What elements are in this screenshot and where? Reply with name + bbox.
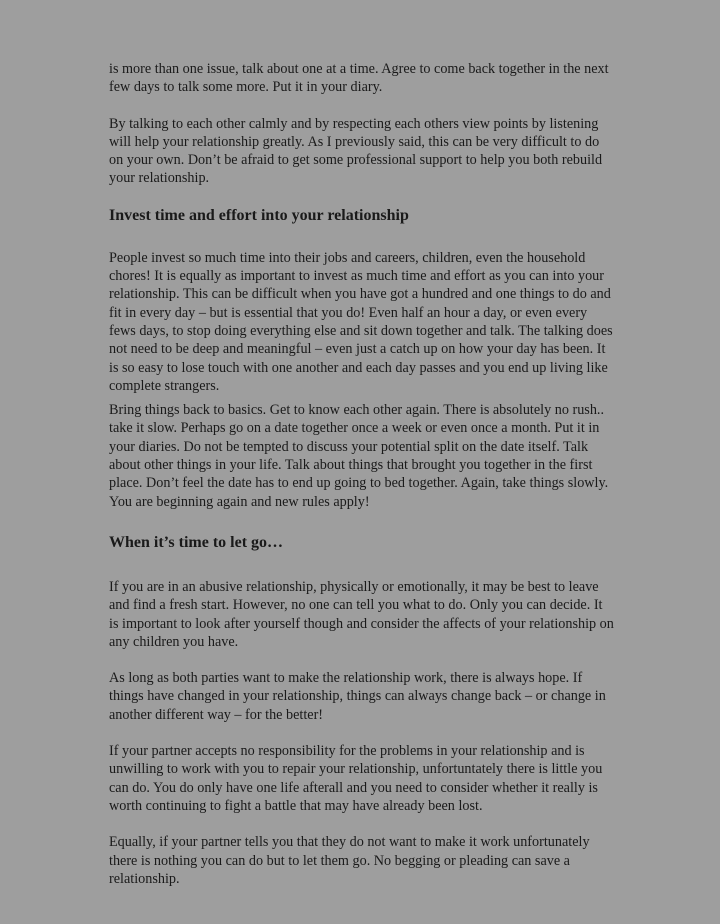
- section2-paragraph-3: If your partner accepts no responsibility for the problems in your relationship and is unwilling to work with you to repair your relationship, unfortuntately there is little you can do. You do only have one life afterall and you need to consider whether it really is worth continuing to fight a battle that may have already been lost.: [109, 743, 603, 814]
- section2-paragraph-4: Equally, if your partner tells you that they do not want to make it work unfortunately there is nothing you can do but to let them go. No begging or pleading can save a relationship.: [109, 834, 590, 887]
- section1-paragraph-1: People invest so much time into their jobs and careers, children, even the household chores! It is equally as important to invest as much time and effort as you can into your relationship. This can be difficult when you have got a hundred and one things to do and fit in every day – but is essential that you do! Even half an hour a day, or even every fews days, to stop doing everything else and sit down together and talk. The talking does not need to be deep and meaningful – even just a catch up on how your day has been. It is so easy to lose touch with one another and each day passes and you end up living like complete strangers.: [109, 249, 613, 394]
- document-page: [109, 60, 614, 888]
- intro-paragraph-2: By talking to each other calmly and by respecting each others view points by listening will help your relationship greatly. As I previously said, this can be very difficult to do on your own. Don’t be afraid to get some professional support to help you both rebuild your relationship.: [109, 115, 603, 187]
- intro-paragraph-1: is more than one issue, talk about one at a time. Agree to come back together in the next few days to talk some more. Put it in your diary.: [109, 61, 609, 96]
- section2-paragraph-2: As long as both parties want to make the relationship work, there is always hope. If things have changed in your relationship, things can always change back – or change in another different way – for the better!: [109, 670, 606, 723]
- section-heading-let-go: When it’s time to let go…: [109, 533, 284, 551]
- section1-paragraph-2: Bring things back to basics. Get to know each other again. There is absolutely no rush.. take it slow. Perhaps go on a date together once a week or even once a month. Put it in your diaries. Do not be tempted to discuss your potential split on the date itself. Talk about other things in your life. Talk about things that brought you together in the first place. Don’t feel the date has to end up going to bed together. Again, take things slowly. You are beginning again and new rules apply!: [109, 402, 609, 510]
- section-heading-invest-time: Invest time and effort into your relationship: [109, 206, 409, 224]
- section2-paragraph-1: If you are in an abusive relationship, physically or emotionally, it may be best to leave and find a fresh start. However, no one can tell you what to do. Only you can decide. It is important to look after yourself though and consider the affects of your relationship on any children you have.: [109, 578, 614, 650]
